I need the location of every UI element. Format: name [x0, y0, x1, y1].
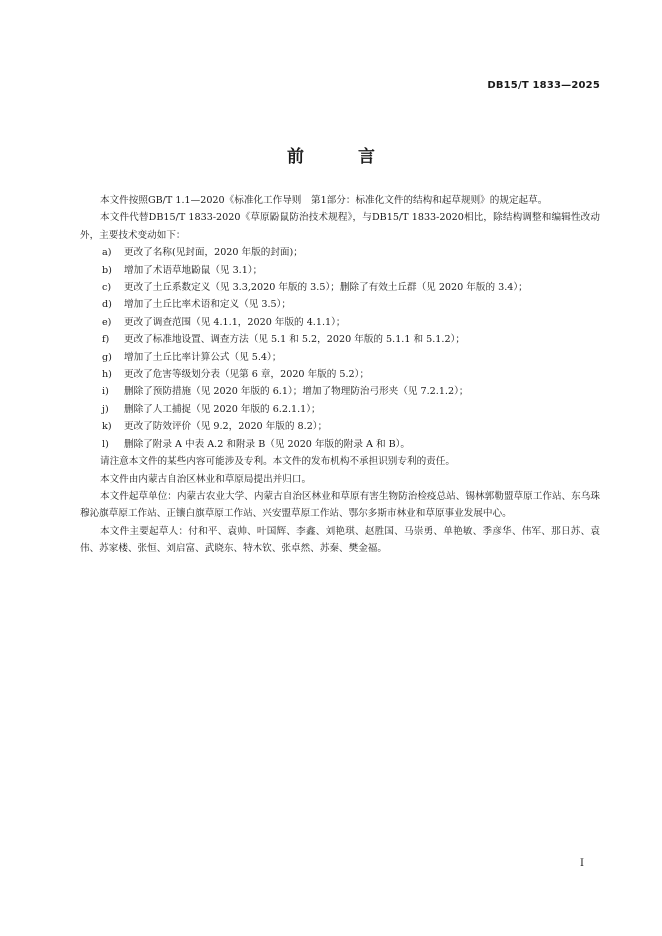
list-item-text: 删除了预防措施（见 2020 年版的 6.1）；增加了物理防治弓形夹（见 7.2.1.2）；: [124, 386, 469, 398]
list-item-text: 更改了标准地设置、调查方法（见 5.1 和 5.2，2020 年版的 5.1.1 和 5.1.2）；: [124, 334, 465, 346]
paragraph-replacement: 本文件代替DB15/T 1833-2020《草原鼢鼠防治技术规程》，与DB15/T 1833-2020相比，除结构调整和编辑性改动外，主要技术变动如下：: [80, 212, 600, 241]
list-item-text: 增加了土丘比率术语和定义（见 3.5）；: [124, 299, 292, 311]
list-item-text: 更改了土丘系数定义（见 3.3,2020 年版的 3.5）；删除了有效土丘群（见 2020 年版的 3.4）；: [124, 282, 528, 294]
list-marker: h): [102, 369, 112, 381]
list-item: [80, 418, 600, 435]
paragraph-patent-notice: 请注意本文件的某些内容可能涉及专利。本文件的发布机构不承担识别专利的责任。: [100, 456, 455, 468]
list-item: [80, 366, 600, 383]
list-marker: d): [102, 299, 112, 311]
list-marker: g): [102, 351, 112, 363]
paragraph-drafting-basis: 本文件按照GB/T 1.1—2020《标准化工作导则 第1部分：标准化文件的结构和起草规则》的规定起草。: [100, 195, 548, 206]
list-item: [80, 244, 600, 261]
page-number: I: [580, 858, 584, 869]
list-marker: i): [102, 386, 109, 398]
list-item-text: 更改了危害等级划分表（见第 6 章，2020 年版的 5.2）；: [124, 369, 370, 381]
list-item: [80, 314, 600, 331]
list-marker: k): [102, 421, 112, 433]
paragraph-drafting-units: 本文件起草单位：内蒙古农业大学、内蒙古自治区林业和草原有害生物防治检疫总站、锡林郭勒盟草原工作站、东乌珠穆沁旗草原工作站、正镶白旗草原工作站、兴安盟草原工作站、鄂尔多斯市林业和草原事业发展中心。: [80, 490, 600, 520]
list-marker: a): [102, 247, 112, 259]
list-marker: l): [102, 438, 109, 450]
list-item: [80, 383, 600, 400]
list-item-text: 更改了名称(见封面，2020 年版的封面)；: [124, 247, 303, 259]
list-marker: f): [102, 334, 110, 346]
list-marker: b): [102, 264, 112, 276]
list-item-text: 删除了附录 A 中表 A.2 和附录 B（见 2020 年版的附录 A 和 B）。: [124, 438, 411, 450]
list-item: [80, 436, 600, 453]
list-item: [80, 331, 600, 348]
list-item: [80, 262, 600, 279]
document-code: DB15/T 1833—2025: [487, 80, 600, 91]
changes-list: [80, 244, 600, 453]
list-item-text: 更改了调查范围（见 4.1.1，2020 年版的 4.1.1）；: [124, 316, 346, 328]
list-item: [80, 401, 600, 418]
page-title: 前 言: [287, 147, 399, 167]
list-marker: j): [102, 403, 109, 415]
list-item-text: 增加了术语草地鼢鼠（见 3.1）；: [124, 264, 263, 276]
paragraph-drafters: 本文件主要起草人：付和平、袁帅、叶国辉、李鑫、刘艳琪、赵胜国、马崇勇、单艳敏、季彦华、伟军、那日苏、袁伟、苏家楼、张恒、刘启富、武晓东、特木钦、张卓然、苏秦、樊金福。: [80, 525, 600, 555]
list-item-text: 更改了防效评价（见 9.2，2020 年版的 8.2）；: [124, 421, 328, 433]
list-marker: e): [102, 316, 112, 328]
foreword-body: [80, 192, 600, 558]
list-item: [80, 296, 600, 313]
list-item-text: 增加了土丘比率计算公式（见 5.4）；: [124, 351, 282, 363]
list-item: [80, 279, 600, 296]
list-item: [80, 349, 600, 366]
list-item-text: 删除了人工捕捉（见 2020 年版的 6.2.1.1）；: [124, 403, 321, 415]
paragraph-proposer: 本文件由内蒙古自治区林业和草原局提出并归口。: [100, 473, 312, 485]
list-marker: c): [102, 282, 112, 294]
